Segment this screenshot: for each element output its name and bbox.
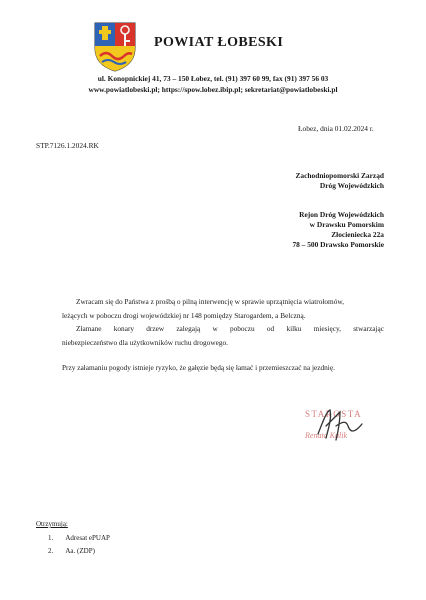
- recipient-line: Dróg Wojewódzkich: [319, 181, 384, 190]
- place-and-date: Łobez, dnia 01.02.2024 r.: [298, 124, 374, 133]
- distribution-list: [48, 532, 110, 558]
- list-item: [48, 545, 110, 558]
- list-item-number: 2.: [48, 547, 54, 555]
- paragraph-line: Zwracam się do Państwa z prośbą o pilną interwencję w sprawie uprzątnięcia wiatrołomów,: [76, 297, 344, 306]
- recipient-block-1: [200, 171, 384, 191]
- paragraph-line: Złamane konary drzew zalegają w poboczu od kilku miesięcy, stwarzając: [76, 324, 384, 333]
- list-item-number: 1.: [48, 534, 54, 542]
- coat-of-arms-icon: [92, 20, 138, 72]
- recipient-block-2: [200, 210, 384, 250]
- paragraph-line: niebezpieczeństwo dla użytkowników ruchu drogowego.: [62, 337, 228, 347]
- paragraph-line: leżących w poboczu drogi wojewódzkiej nr 148 pomiędzy Starogardem, a Belczną.: [62, 310, 306, 320]
- list-item-text: Aa. (ZDP): [65, 547, 95, 555]
- paragraph-hazard: [62, 322, 384, 349]
- distribution-heading: Otrzymują:: [36, 520, 68, 528]
- recipient-line: w Drawsku Pomorskim: [309, 220, 384, 229]
- office-title: POWIAT ŁOBESKI: [154, 35, 284, 50]
- recipient-line: Zachodniopomorski Zarząd: [295, 171, 384, 180]
- paragraph-risk: Przy załamaniu pogody istnieje ryzyko, że gałęzie będą się łamać i przemieszczać na jezdnię.: [62, 363, 335, 372]
- office-web-contacts: www.powiatlobeski.pl; https://spow.lobez.ibip.pl; sekretariat@powiatlobeski.pl: [88, 85, 338, 94]
- case-reference: STP.7126.1.2024.RK: [36, 141, 99, 150]
- list-item: [48, 532, 110, 545]
- office-address: ul. Konopnickiej 41, 73 – 150 Łobez, tel. (91) 397 60 99, fax (91) 397 56 03: [97, 74, 329, 83]
- recipient-line: Złocieniecka 22a: [331, 230, 384, 239]
- handwritten-signature-icon: [312, 404, 374, 444]
- recipient-line: Rejon Dróg Wojewódzkich: [299, 210, 384, 219]
- recipient-line: 78 – 500 Drawsko Pomorskie: [292, 240, 384, 249]
- paragraph-request: [62, 295, 384, 322]
- signatory-name: Renata Kulik: [305, 431, 347, 440]
- list-item-text: Adresat ePUAP: [65, 534, 110, 542]
- signatory-role: STAROSTA: [305, 409, 363, 419]
